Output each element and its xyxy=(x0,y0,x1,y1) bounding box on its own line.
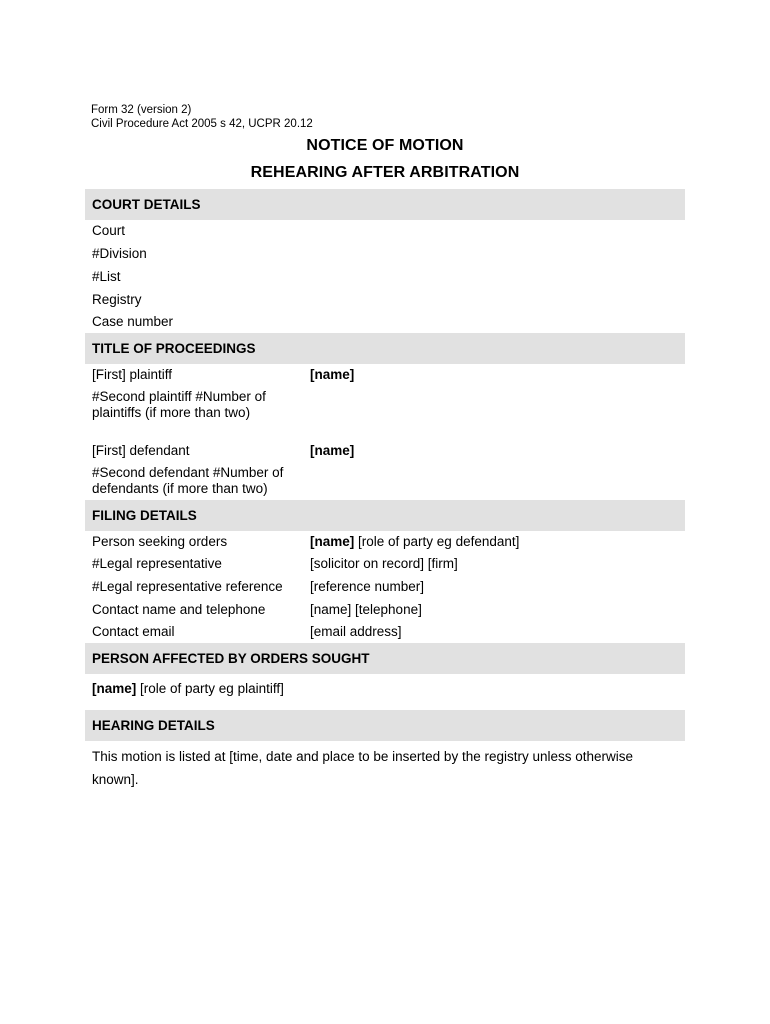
section-heading: PERSON AFFECTED BY ORDERS SOUGHT xyxy=(92,651,370,666)
second-plaintiff-label-line1: #Second plaintiff #Number of xyxy=(92,389,266,404)
legal-rep-reference-label: #Legal representative reference xyxy=(92,579,283,594)
court-details-header xyxy=(85,189,685,220)
section-heading: COURT DETAILS xyxy=(92,197,201,212)
document-subtitle: REHEARING AFTER ARBITRATION xyxy=(250,164,520,181)
person-seeking-orders-value xyxy=(310,534,519,550)
person-affected-name: [name] xyxy=(92,681,137,696)
division-field: #Division xyxy=(92,246,147,261)
legal-rep-reference-value: [reference number] xyxy=(310,579,425,594)
hearing-details-header xyxy=(85,710,685,741)
title-of-proceedings-header xyxy=(85,333,685,364)
document-title: NOTICE OF MOTION xyxy=(306,137,464,154)
first-defendant-label: [First] defendant xyxy=(92,443,190,458)
person-seeking-name: [name] xyxy=(310,534,355,549)
list-field: #List xyxy=(92,269,121,284)
legal-representative-value: [solicitor on record] [firm] xyxy=(310,556,458,571)
first-plaintiff-value: [name] xyxy=(310,367,355,382)
section-heading: TITLE OF PROCEEDINGS xyxy=(92,341,256,356)
person-affected-header xyxy=(85,643,685,674)
contact-value: [name] [telephone] xyxy=(310,602,422,617)
second-plaintiff-label-line2: plaintiffs (if more than two) xyxy=(92,405,251,420)
second-defendant-label-line2: defendants (if more than two) xyxy=(92,481,268,496)
statute-reference: Civil Procedure Act 2005 s 42, UCPR 20.12 xyxy=(91,118,313,130)
first-defendant-value: [name] xyxy=(310,443,355,458)
section-heading: HEARING DETAILS xyxy=(92,718,215,733)
person-affected-role: [role of party eg plaintiff] xyxy=(136,681,284,696)
court-field: Court xyxy=(92,223,126,238)
contact-email-value: [email address] xyxy=(310,624,402,639)
first-plaintiff-label: [First] plaintiff xyxy=(92,367,173,382)
case-number-field: Case number xyxy=(92,314,174,329)
hearing-details-text: This motion is listed at [time, date and place to be inserted by the registry unless otherwise known]. xyxy=(92,749,634,787)
legal-representative-label: #Legal representative xyxy=(92,556,222,571)
person-seeking-role: [role of party eg defendant] xyxy=(354,534,520,549)
form-number: Form 32 (version 2) xyxy=(91,104,192,116)
contact-email-label: Contact email xyxy=(92,624,175,639)
contact-label: Contact name and telephone xyxy=(92,602,266,617)
person-affected-value xyxy=(92,681,284,697)
person-seeking-orders-label: Person seeking orders xyxy=(92,534,228,549)
second-defendant-label-line1: #Second defendant #Number of xyxy=(92,465,284,480)
section-heading: FILING DETAILS xyxy=(92,508,197,523)
filing-details-header xyxy=(85,500,685,531)
registry-field: Registry xyxy=(92,292,142,307)
